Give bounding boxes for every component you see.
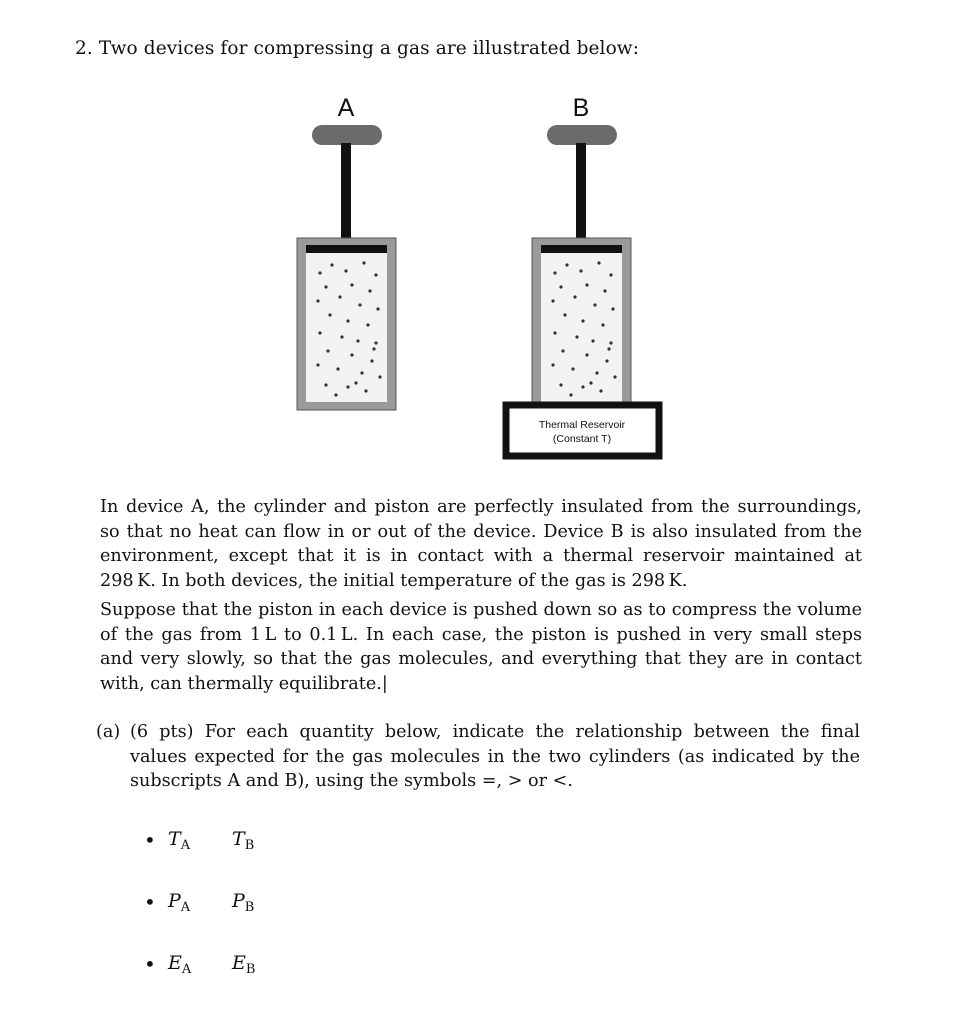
gas-molecule	[324, 285, 327, 288]
gas-molecule	[316, 363, 319, 366]
gas-molecule	[350, 353, 353, 356]
paragraph-device-description: In device A, the cylinder and piston are perfectly insulated from the surroundings, so that no heat can flow in or out of the device. Device B is also insulated from the environment, except that it is in contact with a thermal reservoir maintained at 298 K. In both devices, the initial temperature of the gas is 298 K.	[100, 497, 862, 591]
gas-molecule	[334, 393, 337, 396]
problem-title: 2. Two devices for compressing a gas are illustrated below:	[75, 38, 640, 59]
gas-molecule	[318, 331, 321, 334]
device-a-piston-head	[306, 245, 387, 253]
gas-molecule	[609, 273, 612, 276]
part-a-label: (a)	[96, 722, 121, 742]
gas-molecule	[336, 367, 339, 370]
gas-molecule	[613, 375, 616, 378]
gas-molecule	[350, 283, 353, 286]
device-a-gas-chamber	[306, 245, 387, 402]
gas-molecule	[563, 313, 566, 316]
gas-molecule	[340, 335, 343, 338]
gas-molecule	[585, 353, 588, 356]
gas-molecule	[344, 269, 347, 272]
pressure-a: $P_A$	[168, 890, 191, 915]
device-a-piston-rod	[341, 143, 351, 247]
gas-molecule	[589, 381, 592, 384]
device-a	[297, 94, 396, 410]
gas-molecule	[378, 375, 381, 378]
gas-molecule	[581, 385, 584, 388]
gas-molecule	[338, 295, 341, 298]
gas-molecule	[316, 299, 319, 302]
bullet: •	[144, 952, 156, 976]
device-a-piston-handle	[312, 125, 382, 145]
gas-molecule	[551, 363, 554, 366]
gas-molecule	[575, 335, 578, 338]
temperature-a: $T_A$	[168, 828, 191, 853]
device-b-gas-chamber	[541, 245, 622, 402]
gas-molecule	[573, 295, 576, 298]
gas-molecule	[607, 347, 610, 350]
part-a-question: (6 pts) For each quantity below, indicate the relationship between the final values expected for the gas molecules in the two cylinders (as indicated by the subscripts A and B), using the symbols =, > or <.	[130, 722, 860, 791]
gas-molecule	[597, 261, 600, 264]
gas-molecule	[595, 371, 598, 374]
gas-molecule	[571, 367, 574, 370]
gas-molecule	[601, 323, 604, 326]
gas-molecule	[559, 383, 562, 386]
gas-molecule	[346, 385, 349, 388]
gas-molecule	[346, 319, 349, 322]
gas-molecule	[569, 393, 572, 396]
device-b-piston-handle	[547, 125, 617, 145]
bullet: •	[144, 890, 156, 914]
gas-molecule	[360, 371, 363, 374]
energy-b: $E_B$	[232, 952, 256, 977]
device-b	[506, 94, 659, 456]
device-b-piston-head	[541, 245, 622, 253]
thermal-reservoir-label: Thermal Reservoir	[538, 419, 626, 431]
gas-molecule	[553, 331, 556, 334]
gas-molecule	[318, 271, 321, 274]
gas-molecule	[561, 349, 564, 352]
device-a-label: A	[337, 94, 355, 122]
gas-molecule	[609, 341, 612, 344]
gas-molecule	[370, 359, 373, 362]
gas-molecule	[591, 339, 594, 342]
gas-molecule	[605, 359, 608, 362]
gas-molecule	[551, 299, 554, 302]
thermal-reservoir-condition: (Constant T)	[552, 433, 612, 445]
gas-molecule	[593, 303, 596, 306]
gas-molecule	[565, 263, 568, 266]
gas-molecule	[611, 307, 614, 310]
bullet: •	[144, 828, 156, 852]
gas-molecule	[603, 289, 606, 292]
temperature-b: $T_B$	[232, 828, 255, 853]
gas-molecule	[366, 323, 369, 326]
gas-molecule	[362, 261, 365, 264]
gas-molecule	[599, 389, 602, 392]
gas-molecule	[368, 289, 371, 292]
gas-molecule	[324, 383, 327, 386]
energy-a: $E_A$	[168, 952, 192, 977]
gas-molecule	[374, 273, 377, 276]
device-b-label: B	[572, 94, 590, 122]
gas-molecule	[559, 285, 562, 288]
gas-molecule	[585, 283, 588, 286]
pressure-b: $P_B$	[232, 890, 255, 915]
gas-molecule	[328, 313, 331, 316]
gas-molecule	[372, 347, 375, 350]
paragraph-compression-process: Suppose that the piston in each device is pushed down so as to compress the volume of the gas from 1 L to 0.1 L. In each case, the piston is pushed in very small steps and very slowly, so that the gas molecules, and everything that they are in contact with, can thermally equilibrate.|	[100, 600, 862, 694]
gas-molecule	[581, 319, 584, 322]
gas-molecule	[330, 263, 333, 266]
gas-molecule	[358, 303, 361, 306]
gas-molecule	[354, 381, 357, 384]
gas-molecule	[376, 307, 379, 310]
device-b-piston-rod	[576, 143, 586, 247]
gas-molecule	[326, 349, 329, 352]
gas-compression-figure	[0, 0, 955, 480]
gas-molecule	[364, 389, 367, 392]
gas-molecule	[553, 271, 556, 274]
gas-molecule	[356, 339, 359, 342]
gas-molecule	[374, 341, 377, 344]
gas-molecule	[579, 269, 582, 272]
